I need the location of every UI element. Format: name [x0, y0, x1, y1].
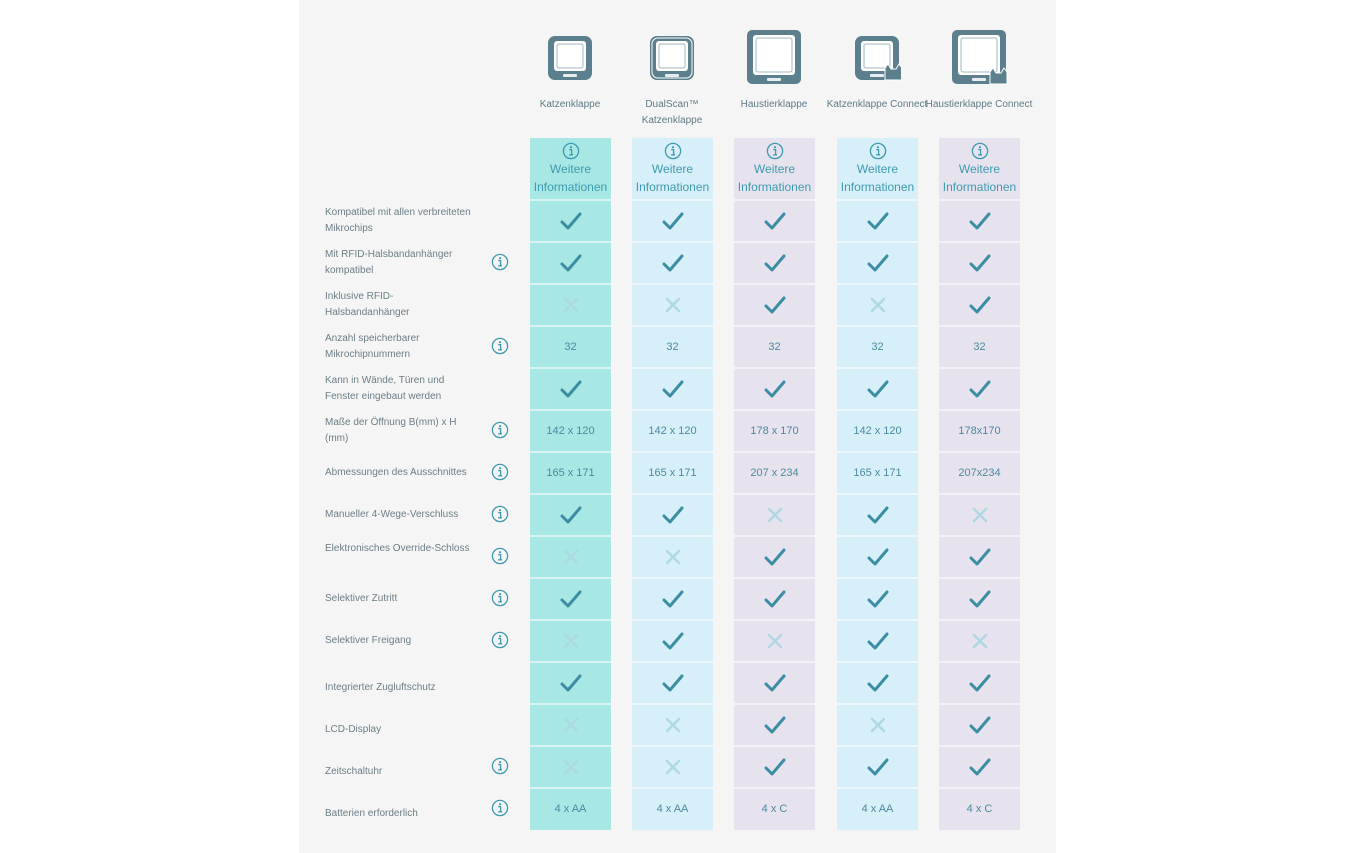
table-cell: [939, 579, 1020, 619]
cell-value: 142 x 120: [546, 425, 595, 437]
feature-label: Inklusive RFID-Halsbandanhänger: [325, 291, 410, 318]
feature-label: Elektronisches Override-Schloss: [325, 543, 470, 554]
table-cell: [530, 579, 611, 619]
table-cell: [939, 621, 1020, 661]
check-icon: [662, 589, 684, 609]
cat-flap-small-icon: [546, 34, 594, 82]
table-cell: [734, 747, 815, 787]
info-icon: [971, 142, 989, 160]
cell-value: 32: [768, 341, 781, 353]
cell-value: 32: [666, 341, 679, 353]
more-info-label: Weitere Informationen: [635, 162, 710, 194]
cell-value: 165 x 171: [853, 467, 902, 479]
check-icon: [969, 253, 991, 273]
product-column: [632, 138, 713, 830]
table-cell: [734, 369, 815, 409]
cell-value: 142 x 120: [853, 425, 902, 437]
table-cell: [734, 453, 815, 493]
cell-value: 165 x 171: [546, 467, 595, 479]
check-icon: [560, 505, 582, 525]
product-name: Katzenklappe Connect: [826, 99, 928, 110]
check-icon: [662, 253, 684, 273]
table-cell: [734, 327, 815, 367]
check-icon: [867, 589, 889, 609]
cell-value: 4 x AA: [861, 803, 894, 815]
product-column: [837, 138, 918, 830]
check-icon: [662, 505, 684, 525]
check-icon: [764, 295, 786, 315]
check-icon: [764, 589, 786, 609]
cell-value: 178 x 170: [750, 425, 799, 437]
table-cell: [530, 327, 611, 367]
table-cell: [939, 201, 1020, 241]
cross-icon: [971, 632, 989, 650]
cell-value: 142 x 120: [648, 425, 697, 437]
cell-value: 4 x AA: [656, 803, 689, 815]
table-cell: [530, 621, 611, 661]
feature-info-icon[interactable]: [491, 421, 509, 439]
cell-value: 32: [564, 341, 577, 353]
product-column: [939, 138, 1020, 830]
table-cell: [734, 411, 815, 451]
cross-icon: [766, 506, 784, 524]
check-icon: [867, 253, 889, 273]
check-icon: [969, 295, 991, 315]
feature-info-icon[interactable]: [491, 799, 509, 817]
check-icon: [867, 547, 889, 567]
check-icon: [560, 253, 582, 273]
check-icon: [560, 673, 582, 693]
table-cell: [734, 705, 815, 745]
table-cell: [837, 327, 918, 367]
product-column: [734, 138, 815, 830]
table-cell: [632, 747, 713, 787]
check-icon: [969, 673, 991, 693]
table-cell: [734, 495, 815, 535]
more-info-label: Weitere Informationen: [942, 162, 1017, 194]
cross-icon: [562, 716, 580, 734]
table-cell: [632, 621, 713, 661]
cross-icon: [869, 716, 887, 734]
cross-icon: [869, 296, 887, 314]
table-cell: [530, 663, 611, 703]
table-cell: [939, 411, 1020, 451]
check-icon: [969, 547, 991, 567]
info-icon: [562, 142, 580, 160]
table-cell: [632, 663, 713, 703]
table-cell: [530, 705, 611, 745]
table-cell: [632, 495, 713, 535]
cell-value: 4 x C: [761, 803, 788, 815]
table-cell: [734, 243, 815, 283]
table-cell: [939, 663, 1020, 703]
info-icon: [664, 142, 682, 160]
check-icon: [867, 631, 889, 651]
table-cell: [530, 411, 611, 451]
table-cell: [632, 453, 713, 493]
table-cell: [734, 663, 815, 703]
cat-flap-connect-icon: [853, 34, 901, 82]
table-cell: [939, 789, 1020, 829]
check-icon: [560, 211, 582, 231]
table-cell: [939, 453, 1020, 493]
check-icon: [764, 673, 786, 693]
info-icon: [869, 142, 887, 160]
feature-label: Kann in Wände, Türen und Fenster eingebaut werden: [325, 375, 445, 402]
table-cell: [837, 705, 918, 745]
product-column: [530, 138, 611, 830]
table-cell: [632, 705, 713, 745]
table-cell: [939, 285, 1020, 325]
table-cell: [530, 201, 611, 241]
feature-info-icon[interactable]: [491, 757, 509, 775]
table-cell: [939, 369, 1020, 409]
check-icon: [662, 631, 684, 651]
check-icon: [969, 757, 991, 777]
check-icon: [969, 211, 991, 231]
more-info-link[interactable]: [632, 138, 713, 200]
table-cell: [734, 789, 815, 829]
table-cell: [837, 621, 918, 661]
cross-icon: [664, 296, 682, 314]
cross-icon: [664, 548, 682, 566]
cell-value: 207 x 234: [750, 467, 799, 479]
cell-value: 4 x AA: [554, 803, 587, 815]
check-icon: [969, 715, 991, 735]
table-cell: [837, 411, 918, 451]
check-icon: [867, 379, 889, 399]
table-cell: [530, 243, 611, 283]
pet-door-connect-icon: [950, 28, 1008, 86]
table-cell: [734, 579, 815, 619]
table-cell: [837, 453, 918, 493]
feature-info-icon[interactable]: [491, 547, 509, 565]
feature-label: Selektiver Freigang: [325, 635, 412, 646]
check-icon: [560, 379, 582, 399]
check-icon: [764, 379, 786, 399]
table-cell: [530, 747, 611, 787]
check-icon: [867, 211, 889, 231]
table-cell: [837, 663, 918, 703]
table-cell: [632, 579, 713, 619]
cell-value: 4 x C: [966, 803, 993, 815]
table-cell: [632, 411, 713, 451]
check-icon: [764, 715, 786, 735]
table-cell: [530, 453, 611, 493]
table-cell: [530, 369, 611, 409]
table-cell: [837, 243, 918, 283]
more-info-link[interactable]: [837, 138, 918, 200]
cross-icon: [562, 632, 580, 650]
table-cell: [939, 495, 1020, 535]
feature-label: Abmessungen des Ausschnittes: [325, 467, 467, 478]
more-info-link[interactable]: [939, 138, 1020, 200]
check-icon: [969, 589, 991, 609]
check-icon: [764, 253, 786, 273]
cross-icon: [562, 548, 580, 566]
table-cell: [530, 789, 611, 829]
check-icon: [764, 211, 786, 231]
more-info-label: Weitere Informationen: [533, 162, 608, 194]
feature-info-icon[interactable]: [491, 505, 509, 523]
table-cell: [837, 789, 918, 829]
table-cell: [837, 369, 918, 409]
table-cell: [530, 537, 611, 577]
feature-label: Anzahl speicherbarer Mikrochipnummern: [325, 333, 420, 360]
cell-value: 178x170: [958, 425, 1001, 437]
cell-value: 207x234: [958, 467, 1001, 479]
table-cell: [939, 705, 1020, 745]
table-cell: [837, 747, 918, 787]
feature-label: LCD-Display: [325, 724, 382, 735]
feature-info-icon[interactable]: [491, 631, 509, 649]
feature-info-icon[interactable]: [491, 463, 509, 481]
feature-info-icon[interactable]: [491, 337, 509, 355]
product-name: DualScan™ Katzenklappe: [641, 99, 703, 126]
check-icon: [662, 211, 684, 231]
table-cell: [530, 495, 611, 535]
feature-label: Zeitschaltuhr: [325, 766, 383, 777]
product-name: Haustierklappe Connect: [925, 99, 1033, 110]
feature-label: Kompatibel mit allen verbreiteten Mikrochips: [325, 207, 471, 234]
feature-label: Integrierter Zugluftschutz: [325, 682, 436, 693]
cross-icon: [971, 506, 989, 524]
check-icon: [764, 757, 786, 777]
table-cell: [632, 243, 713, 283]
table-cell: [632, 201, 713, 241]
more-info-link[interactable]: [530, 138, 611, 200]
table-cell: [734, 621, 815, 661]
product-name: Haustierklappe: [740, 99, 808, 110]
feature-info-icon[interactable]: [491, 253, 509, 271]
feature-label: Maße der Öffnung B(mm) x H (mm): [325, 417, 457, 444]
feature-info-icon[interactable]: [491, 589, 509, 607]
cross-icon: [664, 716, 682, 734]
check-icon: [867, 505, 889, 525]
check-icon: [560, 589, 582, 609]
table-cell: [837, 201, 918, 241]
table-cell: [939, 243, 1020, 283]
table-cell: [837, 579, 918, 619]
cross-icon: [562, 758, 580, 776]
check-icon: [764, 547, 786, 567]
table-cell: [632, 789, 713, 829]
table-cell: [632, 537, 713, 577]
table-cell: [632, 285, 713, 325]
feature-label: Batterien erforderlich: [325, 808, 418, 819]
product-name: Katzenklappe: [539, 99, 601, 110]
more-info-label: Weitere Informationen: [737, 162, 812, 194]
table-cell: [734, 537, 815, 577]
check-icon: [662, 379, 684, 399]
pet-door-large-icon: [745, 28, 803, 86]
table-cell: [530, 285, 611, 325]
table-cell: [632, 327, 713, 367]
check-icon: [969, 379, 991, 399]
cross-icon: [562, 296, 580, 314]
feature-label: Manueller 4-Wege-Verschluss: [325, 509, 459, 520]
feature-label: Selektiver Zutritt: [325, 593, 398, 604]
cell-value: 32: [973, 341, 986, 353]
more-info-link[interactable]: [734, 138, 815, 200]
table-cell: [837, 285, 918, 325]
cross-icon: [766, 632, 784, 650]
check-icon: [867, 757, 889, 777]
table-cell: [939, 537, 1020, 577]
cell-value: 165 x 171: [648, 467, 697, 479]
table-cell: [837, 495, 918, 535]
check-icon: [867, 673, 889, 693]
table-cell: [734, 201, 815, 241]
check-icon: [662, 673, 684, 693]
table-cell: [632, 369, 713, 409]
more-info-label: Weitere Informationen: [840, 162, 915, 194]
table-cell: [939, 747, 1020, 787]
cell-value: 32: [871, 341, 884, 353]
table-cell: [734, 285, 815, 325]
info-icon: [766, 142, 784, 160]
feature-label: Mit RFID-Halsbandanhänger kompatibel: [325, 249, 453, 276]
cross-icon: [664, 758, 682, 776]
table-cell: [939, 327, 1020, 367]
table-cell: [837, 537, 918, 577]
dualscan-flap-icon: [648, 34, 696, 82]
